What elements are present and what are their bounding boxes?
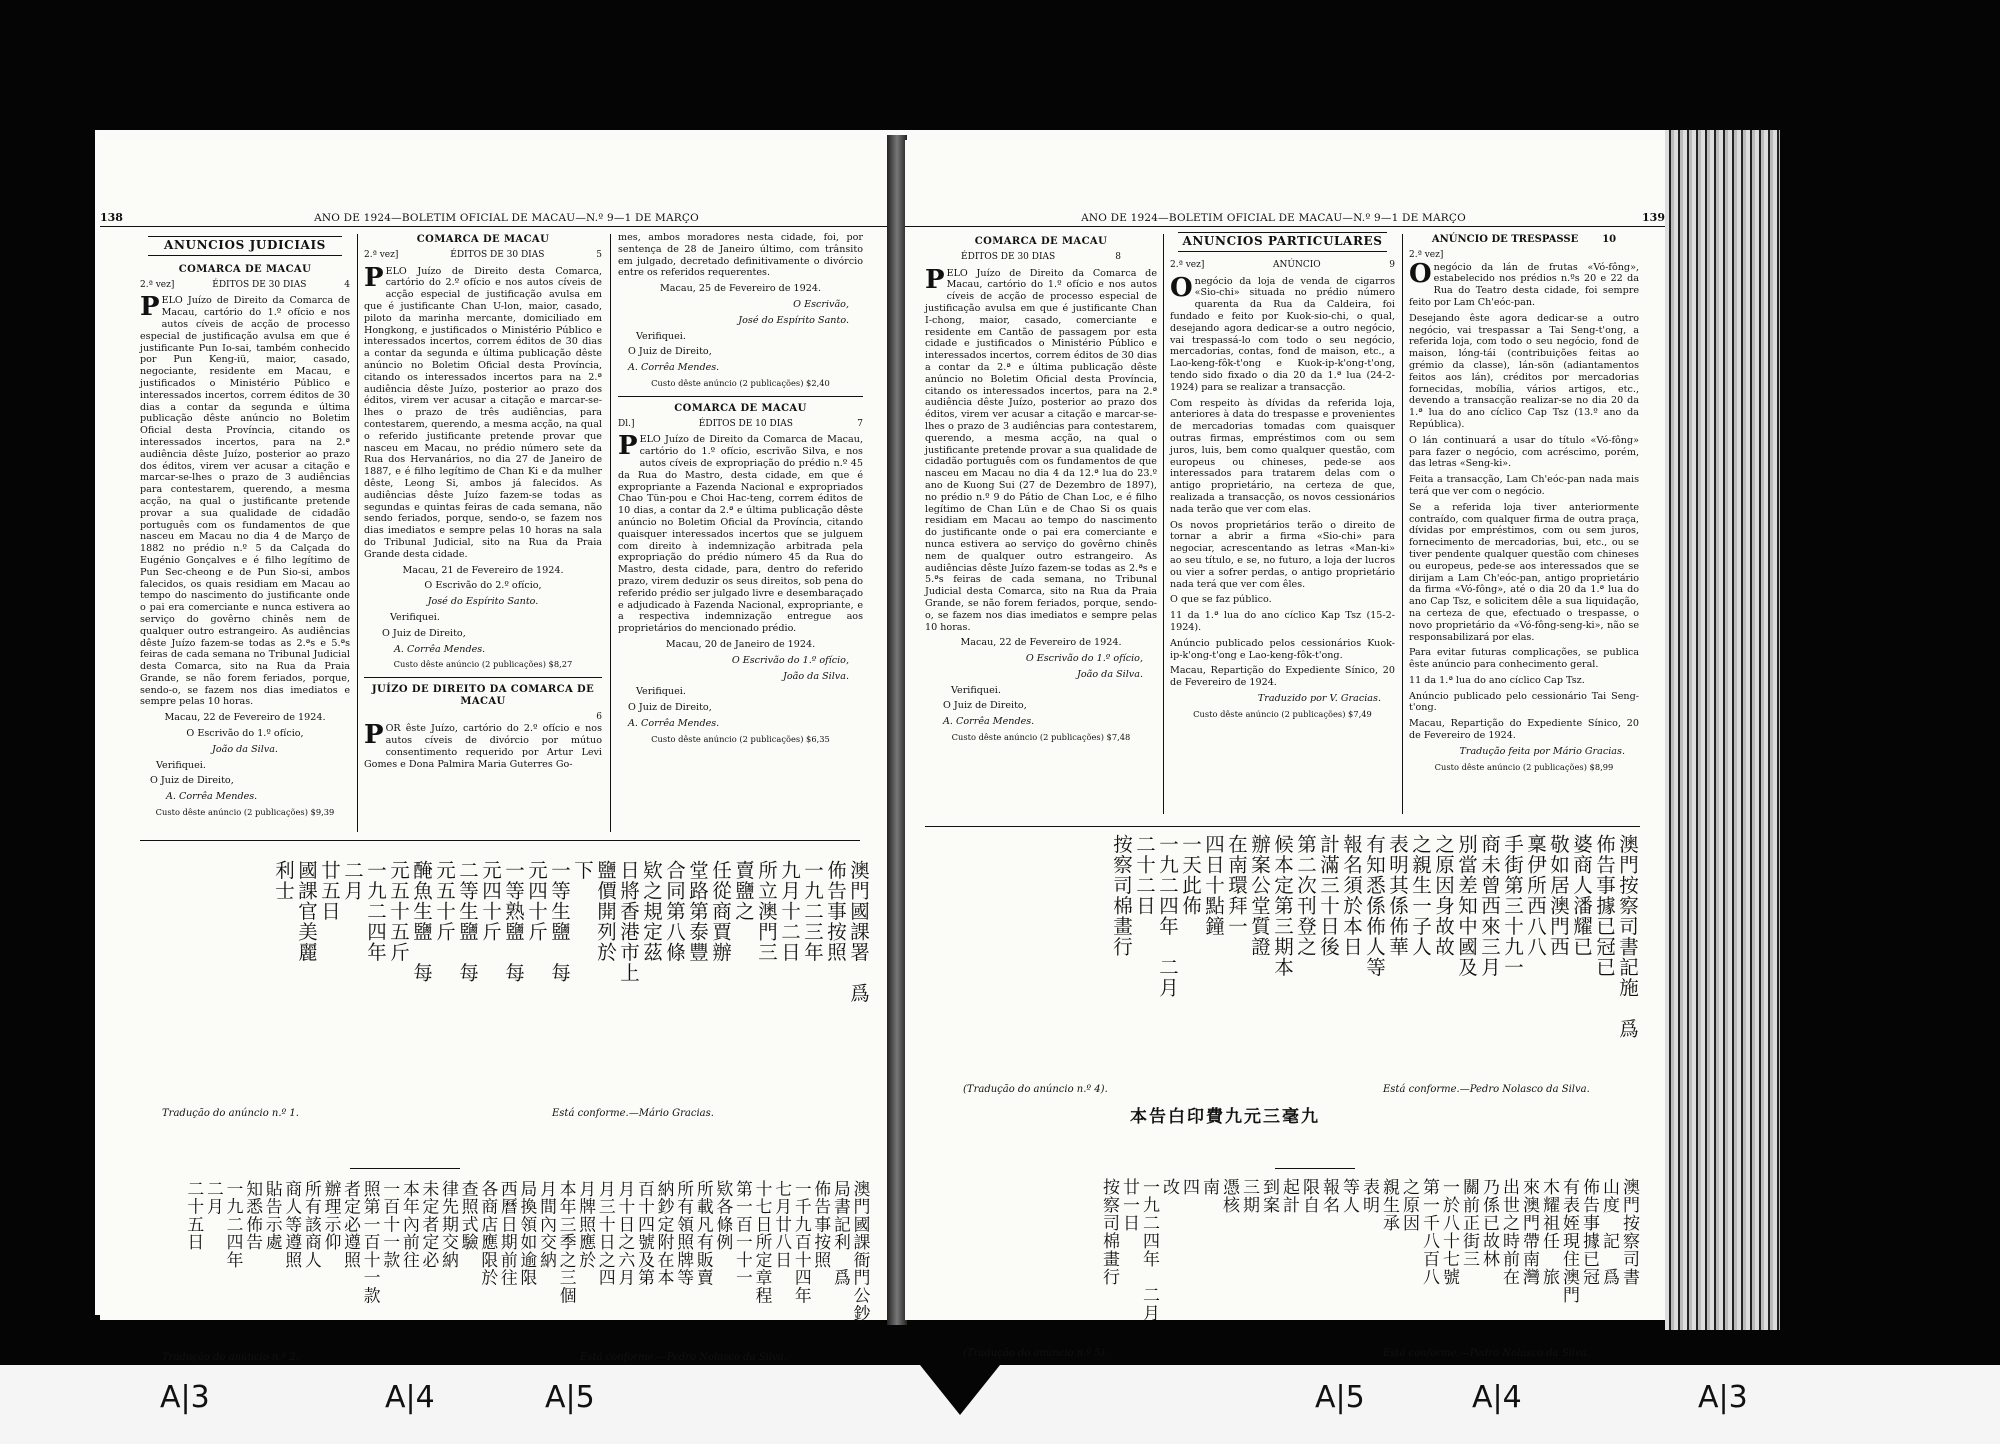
chinese-column: 澳門按察司書 xyxy=(1619,1178,1639,1286)
chinese-notice-2 xyxy=(150,1180,870,1340)
notice-paragraph: O que se faz público. xyxy=(1170,594,1272,606)
judge-title: O Juiz de Direito, xyxy=(150,775,234,787)
chinese-column: 月三十日之四 xyxy=(596,1180,617,1287)
chinese-column: 山度 記 爲 xyxy=(1599,1178,1619,1286)
left-col-3 xyxy=(618,232,863,745)
translation-note: (Tradução do anúncio n.º 4). xyxy=(963,1084,1108,1095)
editos-label: ÉDITOS DE 10 DIAS xyxy=(698,418,793,429)
chinese-column: 未定者定必 xyxy=(419,1180,440,1269)
translation-note: Tradução do anúncio n.º 1. xyxy=(162,1108,299,1119)
notice-title: ANÚNCIO xyxy=(1273,259,1321,270)
section-divider xyxy=(140,840,860,841)
notice-number: 9 xyxy=(1389,259,1395,270)
chinese-column: 九月十二日 xyxy=(778,860,801,963)
chinese-column: 納鈔定附在本 xyxy=(655,1180,676,1287)
judge-name: A. Corrêa Mendes. xyxy=(943,716,1035,728)
notice-paragraph: Macau, Repartição do Expediente Sínico, 20 de Fevereiro de 1924. xyxy=(1409,718,1639,742)
notice-separator xyxy=(618,396,863,397)
chinese-column: 木耀祖任 旅 xyxy=(1539,1178,1559,1286)
chinese-column: 查照式驗 xyxy=(459,1180,480,1252)
clerk-name: José do Espírito Santo. xyxy=(427,596,539,608)
chinese-column: 元四十斤 xyxy=(479,860,502,942)
scan-border-left xyxy=(0,0,95,1365)
chinese-column: 有知悉係佈人等 xyxy=(1363,834,1386,978)
notice-body: POR êste Juízo, cartório do 2.º ofício e nos autos cíveis de divórcio por mútuo consentimento requerido por Artur Levi Gomes e Dona Palmira Maria Guterres Go- xyxy=(364,720,602,770)
chinese-column: 一九二三年 xyxy=(801,860,824,963)
verified: Verifiquei. xyxy=(390,611,440,623)
notice-body: PELO Juízo de Direito da Comarca de Macau, cartório do 1.º ofício, escrivão Silva, e nos autos cíveis de expropriação do prédio n.º 45 da Rua do Mastro, desta cidade, em que é expropriante a Fazenda Nacional e expropriados Chao Tün-pou e Choi Hac-teng, correm éditos de 10 dias, a contar da 2.ª e última publicação dêste anúncio no Boletim Oficial da Província, citando quaisquer interessados incertos que se julguem com direito à indemnização arbitrada pela expropriação do prédio número 45 da Rua do Mastro, desta cidade, para, dentro do referido prazo, virem deduzir os seus direitos, sob pena do referido prédio ser julgado livre e desembaraçado e adjudicado à Fazenda Nacional, expropriante, e a respectiva indemnização entregue aos proprietários do mencionado prédio. xyxy=(618,431,863,635)
editos-label: ÉDITOS DE 30 DIAS xyxy=(212,279,307,290)
chinese-column: 別當差知中國及 xyxy=(1455,834,1478,978)
editos-label: ÉDITOS DE 30 DIAS xyxy=(450,249,545,260)
chinese-column: 者定必遵照 xyxy=(341,1180,362,1269)
chinese-column: 利士 xyxy=(272,860,295,901)
notice-separator xyxy=(350,1168,460,1169)
chinese-column: 律先期交納 xyxy=(439,1180,460,1269)
notice-number: 8 xyxy=(1115,251,1121,262)
chinese-column: 一九二四年 xyxy=(364,860,387,963)
judge-title: O Juiz de Direito, xyxy=(628,346,712,358)
chinese-column: 三期 xyxy=(1239,1178,1259,1214)
notice-body: Onegócio da lán de frutas «Vó-fông», estabelecido nos prédios n.ºs 20 e 22 da Rua do Teatro desta cidade, foi sempre feito por Lam Ch'eóc-pan. xyxy=(1409,258,1639,308)
verified: Verifiquei. xyxy=(636,686,686,698)
chinese-column: 本年三季之三個 xyxy=(557,1180,578,1305)
notice-body: PELO Juízo de Direito da Comarca de Macau, cartório do 1.º ofício e nos autos cíveis de acção de processo especial de justificação avulsa em que é justificante Pun Io-sai, também conhecido por Pun Keng-iü, maior, casado, negociante, residente em Macau, e justificados o Ministério Público e interessados incertos, correm éditos de 30 dias a contar da segunda e última publicação dêste anúncio no Boletim Oficial desta Província, citando os interessados incertos, para na 2.ª audiência dêste Juízo, posterior ao prazo dos éditos, virem ver acusar a citação e marcar-se-lhes o prazo de 3 audiências para contestarem, querendo, a mesma acção, na qual o justificante pretende provar a sua qualidade de cidadão português com os fundamentos de que nasceu em Macau no dia 4 de Março de 1882 no prédio n.º 5 da Calçada do Eugénio Gonçalves e é filho legítimo de Pun Sec-cheong e de Pun Sio-si, ambos falecidos, os quais residiam em Macau ao tempo do nascimento do justificante onde o pai era comerciante e nunca estivera ao serviço do govêrno chinês nem de qualquer outro estrangeiro. As audiências dêste Juízo fazem-se todas as 2.ªs e 5.ªs feiras de cada semana no Tribunal Judicial desta Comarca, sito na Rua da Praia Grande, se não forem feriados, porque, sendo-o, se fazem nos dias imediatos e sempre pelas 10 horas. xyxy=(140,292,350,708)
vez-label: Dl.] xyxy=(618,418,635,429)
notice-number: 10 xyxy=(1602,234,1617,245)
chinese-column: 之原因身故故 xyxy=(1432,834,1455,957)
vez-label: 2.ª vez] xyxy=(1170,259,1205,270)
chinese-column: 各商店應限於 xyxy=(478,1180,499,1287)
notice-separator xyxy=(364,677,602,678)
chinese-column: 一於八十七號 xyxy=(1439,1178,1459,1286)
notice-cost: Custo dêste anúncio (2 publicações) $2,40 xyxy=(651,377,830,388)
judge-name: A. Corrêa Mendes. xyxy=(166,791,258,803)
judge-name: A. Corrêa Mendes. xyxy=(394,643,486,655)
judge-name: A. Corrêa Mendes. xyxy=(628,717,720,729)
right-running-header xyxy=(905,202,1665,227)
clerk-name: João da Silva. xyxy=(1077,668,1143,680)
right-col-2 xyxy=(1170,232,1395,720)
chinese-column: 貼告示處 xyxy=(263,1180,284,1252)
chinese-column: 在南環拜一 xyxy=(1225,834,1248,937)
notice-paragraph: Desejando êste agora dedicar-se a outro negócio, vai trespassar a Tai Seng-t'ong, a referida loja, com todo o seu negócio, fond de maison, lóng-tái (contribuições feitas ao grémio da classe), lán-sön (adiantamentos feitos aos lán), créditos por mercadorias fornecidas, mobília, vários artigos, etc., devendo a transacção realizar-se no dia 20 da 1.ª lua do ano cíclico Cap Tsz (13.º ano da República). xyxy=(1409,312,1639,430)
chinese-column: 一九二四年 二月 xyxy=(1139,1178,1159,1322)
court-title: COMARCA DE MACAU xyxy=(674,402,807,414)
chinese-column: 二等生鹽 每 xyxy=(456,860,479,983)
chinese-column: 月間內交納 xyxy=(537,1180,558,1269)
chinese-column: 佈告事據已冠已 xyxy=(1593,834,1616,978)
left-running-header xyxy=(100,202,890,227)
drop-cap: O xyxy=(1409,258,1432,289)
chinese-column: 報名 xyxy=(1319,1178,1339,1214)
section-title: ANUNCIOS PARTICULARES xyxy=(1178,232,1387,252)
chinese-column: 所有領照牌等 xyxy=(674,1180,695,1287)
scanner-marker: A|5 xyxy=(1315,1380,1365,1415)
left-col-1 xyxy=(140,236,350,819)
chinese-column: 關前正街三 xyxy=(1459,1178,1479,1268)
scanner-marker: A|4 xyxy=(385,1380,435,1415)
chinese-column: 到案 xyxy=(1259,1178,1279,1214)
notice-body: PELO Juízo de Direito da Comarca de Macau, cartório do 1.º ofício e nos autos cíveis de acção de processo especial de justificação avulsa em que é justificante Chan I-chong, maior, casado, comerciante e residente em Cantão de passagem por esta cidade e justificados o Ministério Público e interessados incertos, correm éditos de 30 dias a contar da 2.ª e última publicação dêste anúncio no Boletim Oficial desta Província, citando os interessados incertos, para na 2.ª audiência dêste Juízo, posterior ao prazo dos éditos, virem ver acusar a citação e marcar-se-lhes o prazo de 3 audiências para contestarem, querendo, a mesma acção, na qual o justificante pretende provar a sua qualidade de cidadão português com os fundamentos de que nasceu em Macau no dia 4 da 12.ª lua do 23.º ano de Kuong Sui (27 de Dezembro de 1897), no prédio n.º 9 do Pátio de Chan Loc, e é filho legítimo de Chan Lün e de Chao Si os quais residiam em Macau ao tempo do nascimento do justificante onde o pai era comerciante e nunca estivera ao serviço do govêrno chinês nem de qualquer outro estrangeiro. As audiências dêste Juízo fazem-se todas as 2.ªs e 5.ªs feiras de cada semana, no Tribunal Judicial desta Comarca, sito na Rua da Praia Grande, se não forem feriados, porque, sendo-o, se fazem nos dias imediatos e sempre pelas 10 horas. xyxy=(925,264,1157,633)
chinese-column: 之親生一子人 xyxy=(1409,834,1432,957)
notice-paragraph: 11 da 1.ª lua do ano cíclico Kap Tsz (15-2-1924). xyxy=(1170,610,1395,633)
drop-cap: P xyxy=(364,720,384,751)
right-col-3 xyxy=(1409,230,1639,773)
chinese-column: 第一千八百八 xyxy=(1419,1178,1439,1286)
notice-paragraph: Se a referida loja tiver anteriormente contraído, com qualquer firma de outra praça, dívidas por empréstimos, com ou sem juros, fornecimento de mercadorias, bui, etc., ou se tiver pendente qualquer questão com chineses ou europeus, pede-se aos interessados que se dirijam a Lam Ch'eóc-pan, antigo proprietário da firma «Vó-fông», até o dia 20 da 1.ª lua do ano Cap Tsz, e solicitem dêle a sua liquidação, na certeza de que, efectuado o trespasse, o novo proprietário da «Vó-fông-seng-ki», não se responsabilizará por elas. xyxy=(1409,501,1639,643)
chinese-column: 一天此佈 xyxy=(1179,834,1202,916)
scanner-marker: A|5 xyxy=(545,1380,595,1415)
notice-paragraph: Os novos proprietários terão o direito de tornar a abrir a firma «Sio-chi» para negociar, acrescentando as letras «Man-ki» ao seu título, e se, no futuro, a loja der lucros ou vier a sofrer perdas, o antigo proprietário nada terá que ver com êles. xyxy=(1170,519,1395,590)
chinese-column: 佈告事按照 xyxy=(811,1180,832,1269)
left-running-head: ANO DE 1924—BOLETIM OFICIAL DE MACAU—N.º 9—1 DE MARÇO xyxy=(314,212,699,224)
chinese-column: 合同第八條 xyxy=(663,860,686,963)
chinese-column: 有表姪現住澳門 xyxy=(1559,1178,1579,1304)
scanner-marker: A|4 xyxy=(1472,1380,1522,1415)
scan-border-top xyxy=(0,0,2000,130)
clerk-name: João da Silva. xyxy=(212,743,278,755)
chinese-column: 任從商賈辦 xyxy=(709,860,732,963)
chinese-column: 一百十一款 xyxy=(380,1180,401,1269)
chinese-notice-4 xyxy=(924,1178,1639,1346)
notice-paragraph: Macau, Repartição do Expediente Sínico, 20 de Fevereiro de 1924. xyxy=(1170,665,1395,689)
clerk-title: O Escrivão do 1.º ofício, xyxy=(1025,653,1143,665)
clerk-title: O Escrivão do 2.º ofício, xyxy=(424,580,542,592)
chinese-column: 澳門國課署 爲 xyxy=(847,860,870,1004)
verified: Verifiquei. xyxy=(951,684,1001,696)
chinese-column: 一等生鹽 每 xyxy=(548,860,571,983)
chinese-column: 憑核 xyxy=(1219,1178,1239,1214)
notice-paragraph: Com respeito às dívidas da referida loja, anteriores à data do trespasse e provenientes de mercadorias tomadas com quaisquer outras firmas, empréstimos com ou sem juros, luis, bem como qualquer questão, com europeus ou chineses, pede-se aos interessados para tratarem delas com o antigo proprietário, na certeza de que, realizada a transacção, os novos cessionários nada terão que ver com elas. xyxy=(1170,397,1395,515)
chinese-column: 按察司棉畫行 xyxy=(1099,1178,1119,1286)
chinese-column: 十七日所定章程 xyxy=(753,1180,774,1305)
notice-body: PELO Juízo de Direito desta Comarca, cartório do 2.º ofício e nos autos cíveis de acção especial de justificação avulsa em que é justificante Chan U-lon, maior, casado, piloto da marinha mercante, domiciliado em Hongkong, e justificados o Ministério Público e interessados incertos, correm éditos de 30 dias a contar da segunda e última publicação dêste anúncio no Boletim Oficial desta Província, citando os interessados incertos para na 2.ª audiência dêste Juízo, posterior ao prazo dos éditos, virem ver acusar a citação e marcar-se-lhes o prazo de três audiências, para contestarem, querendo, a mesma acção, na qual o referido justificante pretende provar que nasceu em Macau, no prédio número sete da Rua dos Hervanários, no dia 27 de Janeiro de 1887, e é filho legítimo de Chan Ki e da mulher dêste, Leong Si, ambos já falecidos. As audiências dêste Juízo fazem-se todas as segundas e quintas feiras de cada semana, não sendo feriados, porque, sendo-o, se fazem nos dias imediatos e sempre pelas 10 horas na sala do Tribunal Judicial, sito na Rua da Praia Grande desta cidade. xyxy=(364,262,602,560)
translation-note: Tradução do anúncio n.º 2. xyxy=(162,1352,299,1363)
chinese-column: 四日十點鐘 xyxy=(1202,834,1225,937)
drop-cap: O xyxy=(1170,272,1193,303)
notice-cost: Custo dêste anúncio (2 publicações) $9,39 xyxy=(155,807,335,818)
chinese-column: 七月廿八日 xyxy=(772,1180,793,1269)
edict-line xyxy=(925,252,1157,264)
chinese-column: 商人等遵照 xyxy=(282,1180,303,1269)
notice-body: mes, ambos moradores nesta cidade, foi, por sentença de 28 de Janeiro último, com trânsito em julgado, decretado definitivamente o divórcio entre os referidos requerentes. xyxy=(618,232,863,279)
judge-title: O Juiz de Direito, xyxy=(943,700,1027,712)
chinese-column: 醃魚生鹽 每 xyxy=(410,860,433,983)
chinese-column: 二月 xyxy=(204,1180,225,1216)
notice-paragraph: Para evitar futuras complicações, se publica êste anúncio para conhecimento geral. xyxy=(1409,647,1639,671)
chinese-column: 西曆日期前往 xyxy=(498,1180,519,1287)
chinese-column: 改 xyxy=(1159,1178,1179,1196)
chinese-column: 日將香港市上 xyxy=(617,860,640,983)
notice-number: 5 xyxy=(596,249,602,260)
chinese-column: 表明 xyxy=(1359,1178,1379,1214)
chinese-column: 來澳門帶南灣 xyxy=(1519,1178,1539,1286)
judge-title: O Juiz de Direito, xyxy=(382,627,466,639)
conformity-note: Está conforme.—Mário Gracias. xyxy=(552,1108,714,1119)
chinese-column: 之原因 xyxy=(1399,1178,1419,1232)
notice-paragraph: 11 da 1.ª lua do ano cíclico Cap Tsz. xyxy=(1409,674,1585,686)
chinese-column: 欵各條例 xyxy=(713,1180,734,1252)
notice-date: Macau, 22 de Fevereiro de 1924. xyxy=(960,637,1122,649)
notice-body: Onegócio da loja de venda de cigarros «Sio-chi» situada no prédio número quarenta da Rua da Caldeira, foi fundado e feito por Kuok-sio-chi, o qual, desejando agora dedicar-se a outro negócio, vai trespassá-lo com todo o seu negócio, mercadorias, contas, fond de maison, etc., a Lao-keng-fôk-t'ong e Kuok-ip-k'ong-t'ong, tendo sido fixado o dia 20 da 1.ª lua (24-2-1924) para se realizar a transacção. xyxy=(1170,272,1395,393)
chinese-column: 乃係已故林 xyxy=(1479,1178,1499,1268)
chinese-column: 二十二日 xyxy=(1133,834,1156,916)
vez-label: 2.ª vez] xyxy=(1409,249,1444,260)
conformity-note: Está conforme.—Pedro Nolasco da Silva. xyxy=(1383,1084,1590,1095)
notice-date: Macau, 21 de Fevereiro de 1924. xyxy=(402,564,564,576)
drop-cap: P xyxy=(925,264,945,295)
notice-paragraph: Feita a transacção, Lam Ch'eóc-pan nada mais terá que ver com o negócio. xyxy=(1409,474,1639,497)
left-col-2 xyxy=(364,230,602,775)
chinese-column: 元四十斤 xyxy=(525,860,548,942)
chinese-column: 二月 xyxy=(341,860,364,901)
chinese-column: 稟伊所西八八 xyxy=(1524,834,1547,957)
vez-label: 2.ª vez] xyxy=(140,279,175,290)
chinese-column: 商未曾西來三月 xyxy=(1478,834,1501,978)
notice-cost: Custo dêste anúncio (2 publicações) $7,48 xyxy=(951,732,1131,743)
left-page xyxy=(100,140,890,1363)
chinese-column: 按察司棉畫行 xyxy=(1110,834,1133,957)
chinese-column: 出世之時前在 xyxy=(1499,1178,1519,1286)
page-stack-edge xyxy=(1665,130,1780,1330)
chinese-column: 所立澳門三 xyxy=(755,860,778,963)
chinese-column: 月十日之六月 xyxy=(615,1180,636,1287)
chinese-column: 廿五日 xyxy=(318,860,341,922)
clerk-name: João da Silva. xyxy=(783,670,849,682)
edict-line xyxy=(140,280,350,292)
notice-paragraph: Anúncio publicado pelo cessionário Tai Seng-t'ong. xyxy=(1409,690,1639,714)
chinese-column: 佈告事據已冠 xyxy=(1579,1178,1599,1286)
clerk-name: José do Espírito Santo. xyxy=(738,314,849,326)
chinese-column: 表明其係佈華 xyxy=(1386,834,1409,957)
notice-date: Macau, 20 de Janeiro de 1924. xyxy=(665,638,816,650)
chinese-column: 局書記利 爲 xyxy=(831,1180,852,1287)
book-gutter xyxy=(887,135,907,1325)
chinese-column: 辦理示仰 xyxy=(321,1180,342,1252)
chinese-column: 欵之規定茲 xyxy=(640,860,663,963)
chinese-column: 南 xyxy=(1199,1178,1219,1196)
chinese-column: 親生承 xyxy=(1379,1178,1399,1232)
chinese-column: 四 xyxy=(1179,1178,1199,1196)
chinese-column: 堂路第泰豐 xyxy=(686,860,709,963)
notice-paragraph: O lán continuará a usar do título «Vó-fông» para fazer o negócio, com acréscimo, porém, das letras «Seng-ki». xyxy=(1409,434,1639,470)
chinese-column: 候本定第三期本 xyxy=(1271,834,1294,978)
column-divider xyxy=(1163,234,1164,814)
drop-cap: P xyxy=(140,292,160,323)
chinese-column: 一九二四年 二月 xyxy=(1156,834,1179,998)
verified: Verifiquei. xyxy=(156,759,206,771)
section-title: ANUNCIOS JUDICIAIS xyxy=(148,236,342,256)
chinese-column: 第一百一十一 xyxy=(733,1180,754,1287)
court-title: JUÍZO DE DIREITO DA COMARCA DE MACAU xyxy=(371,684,595,707)
right-page-number: 139 xyxy=(1642,211,1665,224)
chinese-column: 佈告事按照 xyxy=(824,860,847,963)
notice-date: Macau, 22 de Fevereiro de 1924. xyxy=(164,712,326,724)
edict-line xyxy=(1409,234,1639,246)
chinese-column: 計滿三十日後 xyxy=(1317,834,1340,957)
chinese-column: 一千九百十四年 xyxy=(792,1180,813,1305)
chinese-column: 元五十斤 xyxy=(433,860,456,942)
chinese-column: 敬如居澳門西 xyxy=(1547,834,1570,957)
chinese-column: 廿一日 xyxy=(1119,1178,1139,1232)
notice-number: 6 xyxy=(596,711,602,722)
judge-title: O Juiz de Direito, xyxy=(628,702,712,714)
drop-cap: P xyxy=(618,431,638,462)
notice-cost: Custo dêste anúncio (2 publicações) $7,49 xyxy=(1193,708,1372,719)
chinese-notice-1 xyxy=(150,860,870,1100)
notice-number: 4 xyxy=(344,279,350,290)
clerk-title: O Escrivão, xyxy=(793,298,849,310)
edict-line xyxy=(618,419,863,431)
editos-label: ÉDITOS DE 30 DIAS xyxy=(961,251,1056,262)
right-page xyxy=(905,140,1665,1359)
chinese-notice-3 xyxy=(924,834,1639,1078)
scanner-marker: A|3 xyxy=(160,1380,210,1415)
chinese-column: 第二次刊登之 xyxy=(1294,834,1317,957)
chinese-column: 二十五日 xyxy=(184,1180,205,1252)
court-title: COMARCA DE MACAU xyxy=(178,263,312,275)
chinese-column: 婆商人潘耀已 xyxy=(1570,834,1593,957)
chinese-column: 一九二四年 xyxy=(224,1180,244,1269)
court-title: COMARCA DE MACAU xyxy=(416,234,550,245)
vez-label: 2.ª vez] xyxy=(364,249,399,260)
translation-note: (Tradução do anúncio n.º 5). xyxy=(963,1348,1108,1359)
left-page-number: 138 xyxy=(100,211,123,224)
conformity-note: Está conforme.—Pedro Nolasco da Silva. xyxy=(1383,1348,1590,1359)
chinese-column: 報名須於本日 xyxy=(1340,834,1363,957)
chinese-column: 澳門按察司書記施 爲 xyxy=(1616,834,1639,1039)
print-cost-chinese: 本告白印費九元三毫九 xyxy=(1130,1107,1320,1127)
scanner-marker: A|3 xyxy=(1698,1380,1748,1415)
chinese-column: 澳門國課衙門公鈔 xyxy=(851,1180,871,1323)
notice-cost: Custo dêste anúncio (2 publicações) $6,35 xyxy=(651,733,830,744)
edict-line xyxy=(1170,260,1395,272)
chinese-column: 國課官美麗 xyxy=(295,860,318,963)
chinese-column: 局換領如逾限 xyxy=(517,1180,538,1287)
clerk-title: O Escrivão do 1.º ofício, xyxy=(731,654,849,666)
chinese-column: 等人 xyxy=(1339,1178,1359,1214)
drop-cap: P xyxy=(364,262,384,293)
chinese-column: 一等熟鹽 每 xyxy=(502,860,525,983)
chinese-column: 知悉佈告 xyxy=(243,1180,264,1252)
column-divider xyxy=(357,234,358,832)
translator-note: Traduzido por V. Gracias. xyxy=(1257,692,1381,704)
translator-note: Tradução feita por Mário Gracias. xyxy=(1459,745,1625,757)
section-divider xyxy=(925,826,1640,827)
chinese-column: 百十四號及第 xyxy=(635,1180,656,1287)
notice-date: Macau, 25 de Fevereiro de 1924. xyxy=(659,283,822,295)
chinese-column: 限自 xyxy=(1299,1178,1319,1214)
chinese-column: 鹽價開列於 xyxy=(594,860,617,963)
chinese-column: 本年內前往 xyxy=(400,1180,421,1269)
right-running-head: ANO DE 1924—BOLETIM OFICIAL DE MACAU—N.º 9—1 DE MARÇO xyxy=(1081,212,1466,224)
chinese-column: 所載凡有販賣 xyxy=(694,1180,715,1287)
scanner-center-notch xyxy=(920,1365,1000,1415)
scan-border-right xyxy=(1780,0,2000,1365)
edict-line xyxy=(364,250,602,262)
chinese-column: 所有該商人 xyxy=(302,1180,323,1269)
notice-title: ANÚNCIO DE TRESPASSE xyxy=(1431,234,1579,245)
chinese-column: 起計 xyxy=(1279,1178,1299,1214)
judge-name: A. Corrêa Mendes. xyxy=(628,362,720,374)
notice-cost: Custo dêste anúncio (2 publicações) $8,27 xyxy=(393,659,573,670)
right-col-1 xyxy=(925,232,1157,744)
chinese-column: 手街第三十九一 xyxy=(1501,834,1524,978)
clerk-title: O Escrivão do 1.º ofício, xyxy=(186,728,304,740)
chinese-column: 下 xyxy=(571,860,594,881)
chinese-column: 元五十五斤 xyxy=(387,860,410,963)
notice-paragraph: Anúncio publicado pelos cessionários Kuok-ip-k'ong-t'ong e Lao-keng-fôk-t'ong. xyxy=(1170,637,1395,661)
chinese-column: 賣鹽之 xyxy=(732,860,755,922)
notice-separator xyxy=(1275,1168,1355,1169)
conformity-note: Está conforme.—Pedro Nolasco da Silva. xyxy=(580,1352,787,1363)
notice-number: 7 xyxy=(857,418,863,429)
verified: Verifiquei. xyxy=(636,330,686,342)
chinese-column: 辦案公堂質證 xyxy=(1248,834,1271,957)
court-title: COMARCA DE MACAU xyxy=(974,236,1108,247)
notice-cost: Custo dêste anúncio (2 publicações) $8,99 xyxy=(1434,761,1614,772)
chinese-column: 月牌照應於 xyxy=(576,1180,597,1269)
chinese-column: 照第一百十一款 xyxy=(361,1180,382,1305)
column-divider xyxy=(610,234,611,832)
column-divider xyxy=(1402,234,1403,814)
